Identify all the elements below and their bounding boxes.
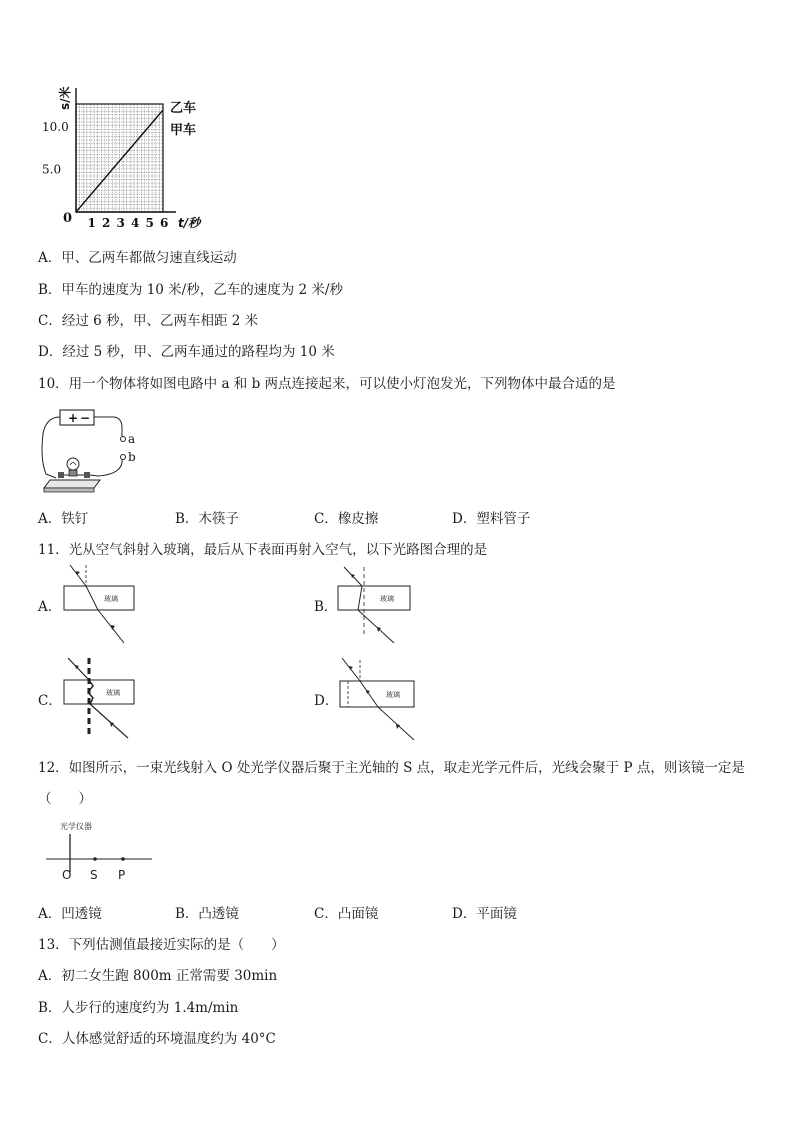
q12-option-d: D．平面镜 — [452, 906, 517, 922]
base-board — [44, 480, 100, 488]
q12-stem-line2: （ ） — [38, 791, 92, 807]
q11-label-d: D． — [314, 693, 339, 709]
q10-option-d: D．塑料管子 — [452, 511, 531, 527]
q13-stem: 13．下列估测值最接近实际的是（ ） — [38, 937, 285, 953]
q10-option-b: B．木筷子 — [175, 511, 239, 527]
q10-stem: 10．用一个物体将如图电路中 a 和 b 两点连接起来，可以使小灯泡发光，下列物体中最合适的是 — [38, 376, 616, 392]
q9-option-c: C．经过 6 秒，甲、乙两车相距 2 米 — [38, 313, 259, 329]
q11-diagram-d — [336, 656, 420, 742]
q9-st-graph — [36, 84, 216, 232]
point-s-dot — [93, 857, 97, 861]
glass-block — [338, 586, 410, 610]
incident-ray — [68, 658, 89, 680]
wire-left — [42, 417, 60, 478]
terminal-post-left — [58, 472, 64, 478]
emergent-ray — [358, 610, 394, 643]
battery-minus-label: − — [80, 411, 91, 425]
q13-option-b: B．人步行的速度约为 1.4m/min — [38, 1000, 239, 1016]
wire-to-a — [94, 417, 122, 436]
q13-option-a: A．初二女生跑 800m 正常需要 30min — [38, 968, 278, 984]
q10-option-c: C．橡皮擦 — [314, 511, 379, 527]
q12-option-a: A．凹透镜 — [38, 906, 102, 922]
st-chart-svg — [36, 84, 216, 232]
instrument-label: 光学仪器 — [60, 822, 92, 831]
q11-diagram-a — [62, 563, 140, 645]
emergent-ray — [378, 707, 414, 740]
origin-label: 0 — [63, 211, 73, 226]
q12-option-c: C．凸面镜 — [314, 906, 379, 922]
terminal-a-icon — [121, 437, 126, 442]
glass-block — [340, 681, 414, 707]
q11-label-b: B． — [314, 599, 338, 615]
glass-label: 玻璃 — [380, 595, 394, 603]
point-s-label: S — [90, 868, 98, 882]
x-tick-label: 5 — [145, 216, 154, 230]
x-tick-label: 2 — [102, 216, 111, 230]
q13-option-c: C．人体感觉舒适的环境温度约为 40°C — [38, 1031, 276, 1047]
terminal-post-right — [84, 472, 90, 478]
x-tick-label: 6 — [160, 216, 169, 230]
q11-stem: 11．光从空气斜射入玻璃，最后从下表面再射入空气，以下光路图合理的是 — [38, 542, 488, 558]
q11-label-a: A． — [38, 599, 62, 615]
x-tick-label: 3 — [116, 216, 125, 230]
glass-block — [64, 586, 134, 610]
battery-plus-label: + — [68, 411, 79, 425]
point-p-label: P — [118, 868, 126, 882]
q11-diagram-c — [62, 656, 140, 740]
q10-circuit-diagram — [38, 404, 142, 496]
q11-label-c: C． — [38, 693, 62, 709]
q12-optics-diagram — [44, 818, 156, 884]
wire-from-b — [98, 458, 122, 476]
point-b-label: b — [128, 450, 136, 464]
y-tick-label: 5.0 — [42, 162, 62, 177]
incident-ray — [70, 565, 86, 586]
x-tick-label: 1 — [87, 216, 96, 230]
glass-label: 玻璃 — [106, 689, 120, 697]
bulb-icon — [67, 458, 79, 470]
q11-diagram-b — [336, 563, 414, 645]
glass-label: 玻璃 — [386, 691, 400, 699]
q10-option-a: A．铁钉 — [38, 511, 89, 527]
x-axis-label: t/秒 — [178, 216, 201, 230]
glass-label: 玻璃 — [104, 595, 118, 603]
q12-stem-line1: 12．如图所示，一束光线射入 O 处光学仪器后聚于主光轴的 S 点，取走光学元件后，光线会聚于 P 点，则该镜一定是 — [38, 760, 745, 776]
y-axis-label: s/米 — [58, 86, 72, 110]
circuit-svg — [38, 404, 142, 496]
emergent-ray — [98, 610, 124, 643]
series-label-jia: 甲车 — [170, 123, 197, 138]
incident-ray — [342, 658, 360, 681]
q12-option-b: B．凸透镜 — [175, 906, 239, 922]
emergent-ray — [90, 704, 128, 738]
q9-option-b: B．甲车的速度为 10 米/秒，乙车的速度为 2 米/秒 — [38, 282, 343, 298]
point-a-label: a — [128, 432, 136, 446]
bulb-socket — [69, 470, 77, 476]
x-tick-label: 4 — [131, 216, 140, 230]
point-o-label: O — [62, 868, 72, 882]
q9-option-a: A．甲、乙两车都做匀速直线运动 — [38, 250, 237, 266]
point-p-dot — [121, 857, 125, 861]
glass-block — [64, 680, 134, 704]
q9-option-d: D．经过 5 秒，甲、乙两车通过的路程均为 10 米 — [38, 344, 335, 360]
series-label-yi: 乙车 — [170, 101, 197, 116]
y-tick-label: 10.0 — [42, 120, 69, 134]
terminal-b-icon — [121, 455, 126, 460]
